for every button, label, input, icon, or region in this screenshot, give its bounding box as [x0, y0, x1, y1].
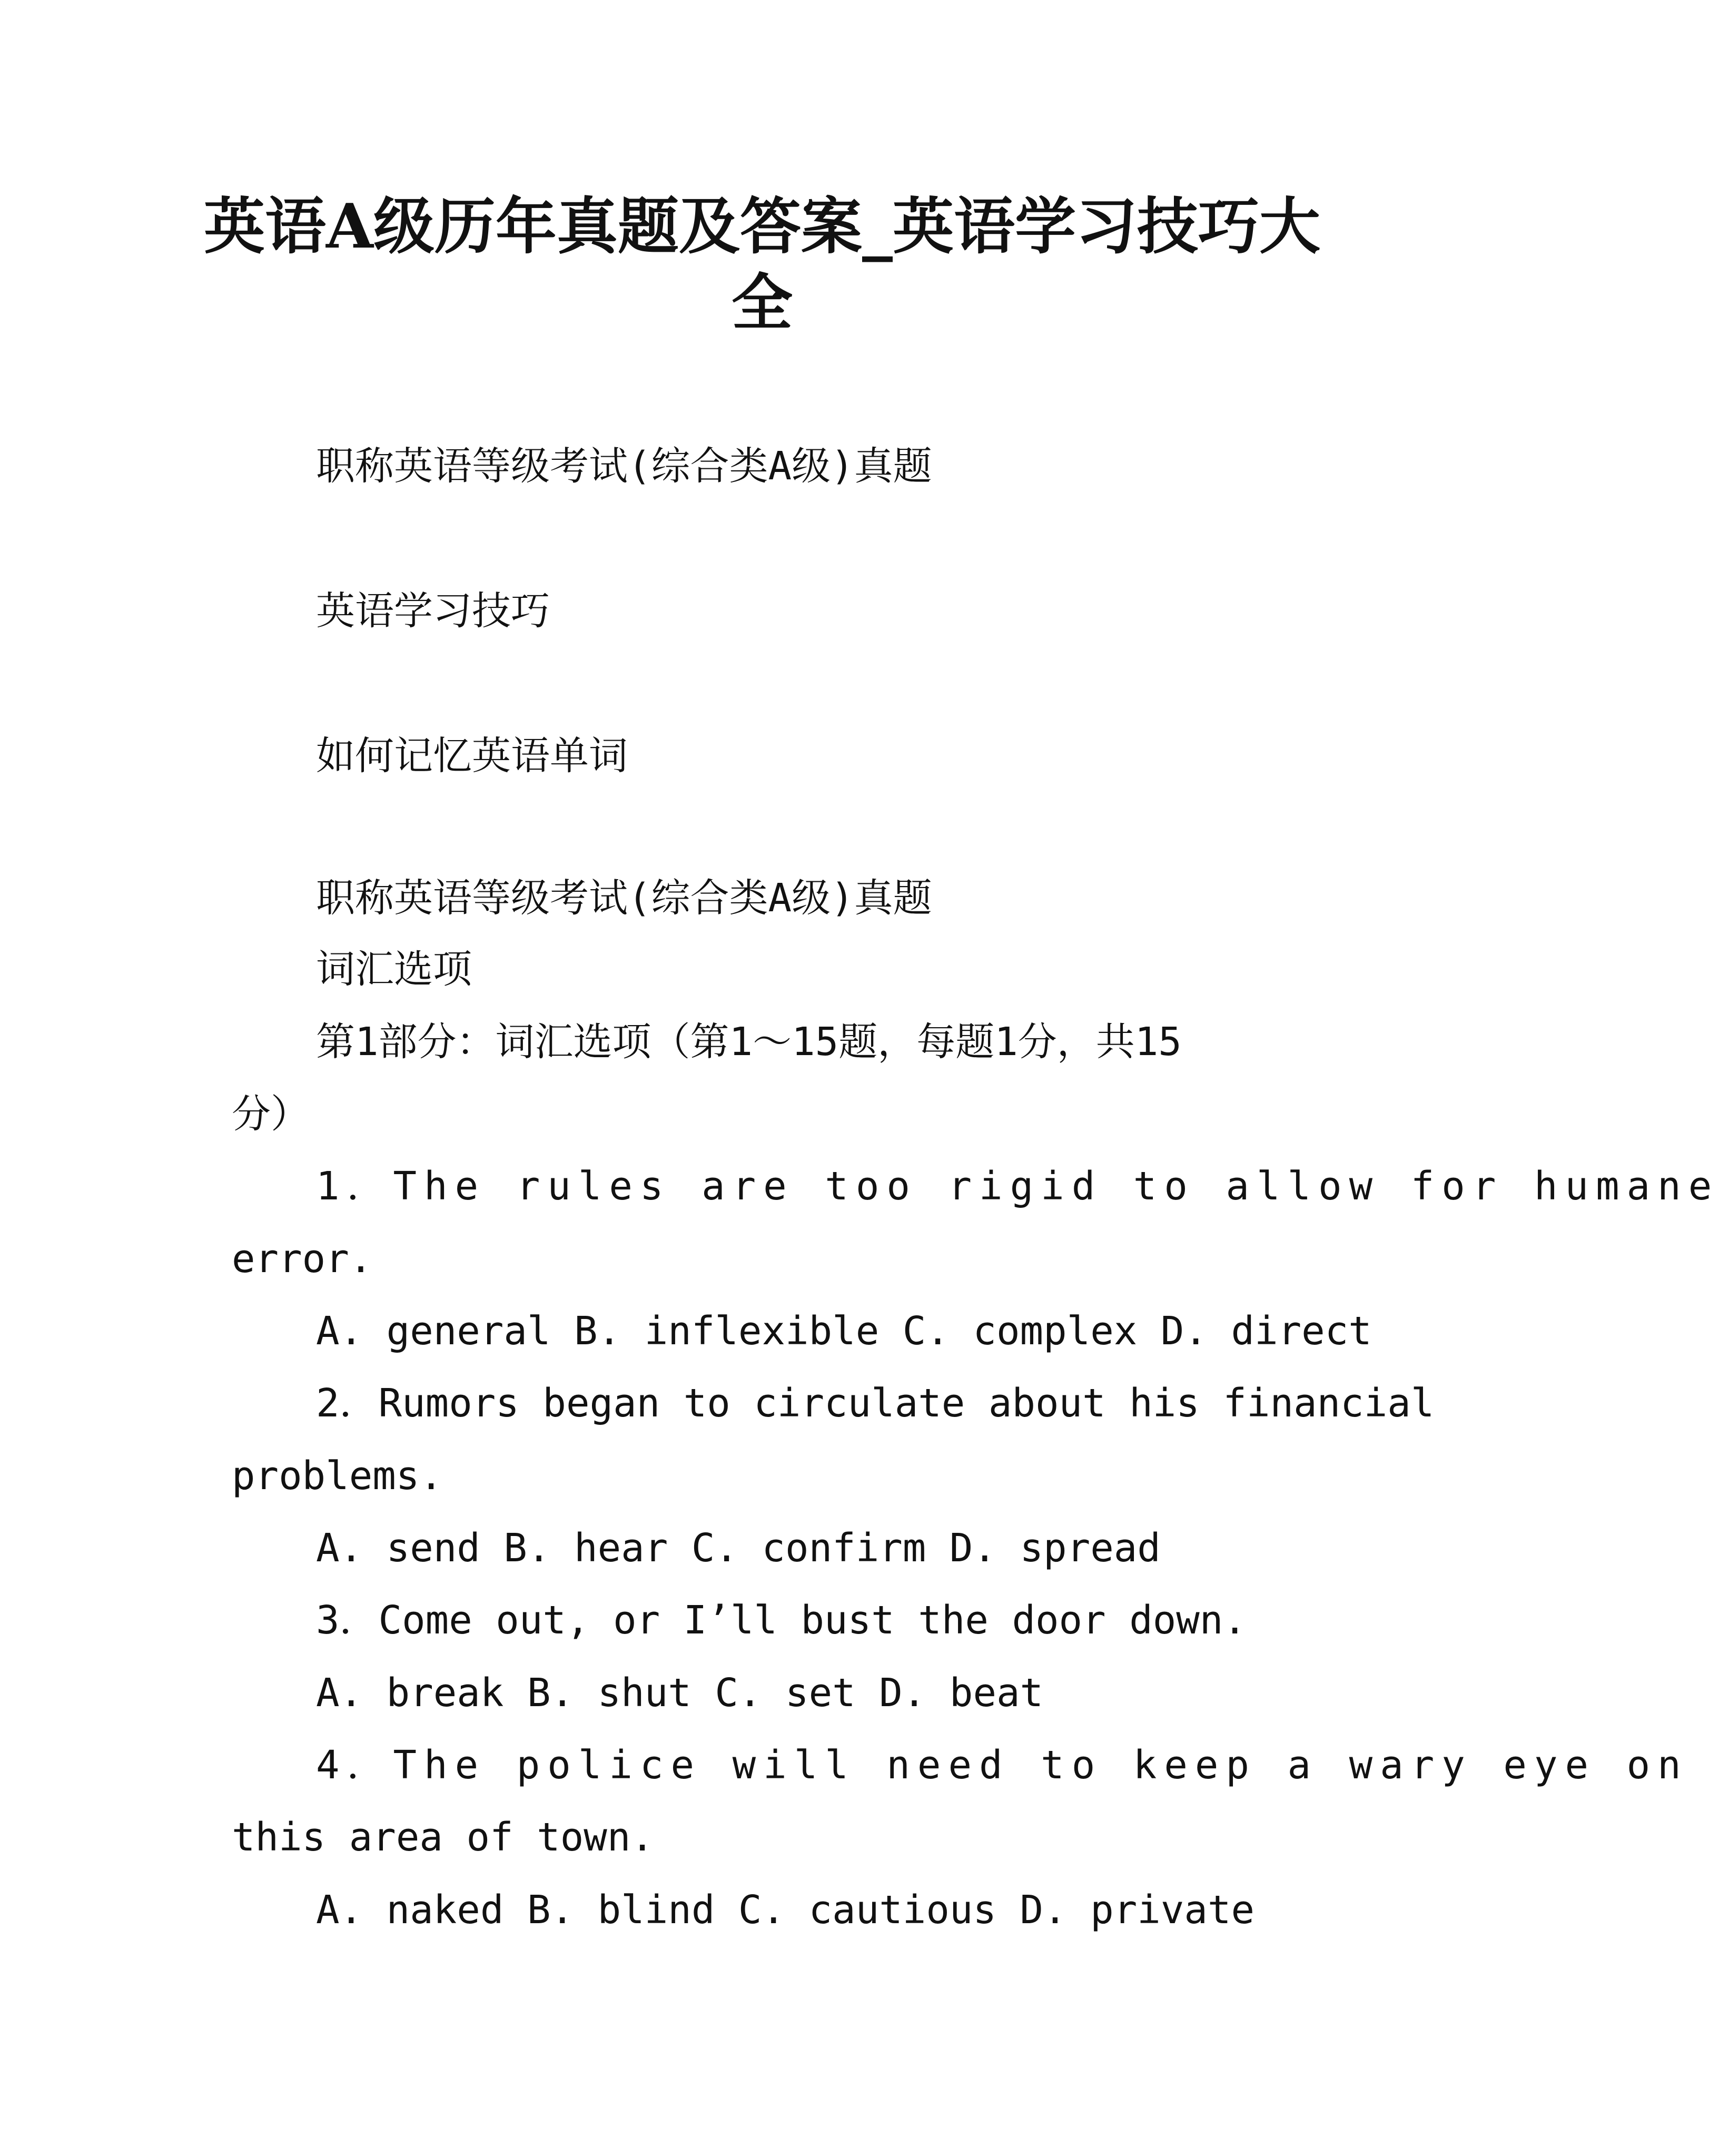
- question-1-stem: 1．The rules are too rigid to allow for humane: [316, 1164, 1719, 1209]
- question-3-options: A. break B. shut C. set D. beat: [316, 1670, 1044, 1716]
- question-2-stem-cont: problems.: [232, 1453, 443, 1499]
- question-3-stem: 3．Come out, or I’ll bust the door down.: [316, 1598, 1247, 1643]
- question-1-stem-cont: error.: [232, 1236, 373, 1282]
- toc-item-exam: 职称英语等级考试(综合类A级)真题: [316, 444, 932, 489]
- part-description-line-2: 分）: [232, 1091, 310, 1137]
- section-subheading: 词汇选项: [316, 947, 472, 992]
- toc-item-tips: 英语学习技巧: [316, 588, 550, 634]
- document-title-line-1: 英语A级历年真题及答案_英语学习技巧大: [203, 191, 1320, 262]
- document-title-line-2: 全: [732, 267, 793, 339]
- question-2-stem: 2．Rumors began to circulate about his financial: [316, 1381, 1435, 1426]
- question-2-options: A. send B. hear C. confirm D. spread: [316, 1525, 1161, 1571]
- toc-item-vocab-memory: 如何记忆英语单词: [316, 733, 628, 779]
- part-description-line-1: 第1部分：词汇选项（第1～15题，每题1分，共15: [316, 1019, 1182, 1065]
- question-4-stem-cont: this area of town.: [232, 1815, 654, 1860]
- section-heading: 职称英语等级考试(综合类A级)真题: [316, 875, 932, 921]
- question-4-options: A. naked B. blind C. cautious D. private: [316, 1887, 1255, 1933]
- question-4-stem: 4．The police will need to keep a wary eye on: [316, 1742, 1688, 1788]
- question-1-options: A. general B. inflexible C. complex D. direct: [316, 1308, 1372, 1354]
